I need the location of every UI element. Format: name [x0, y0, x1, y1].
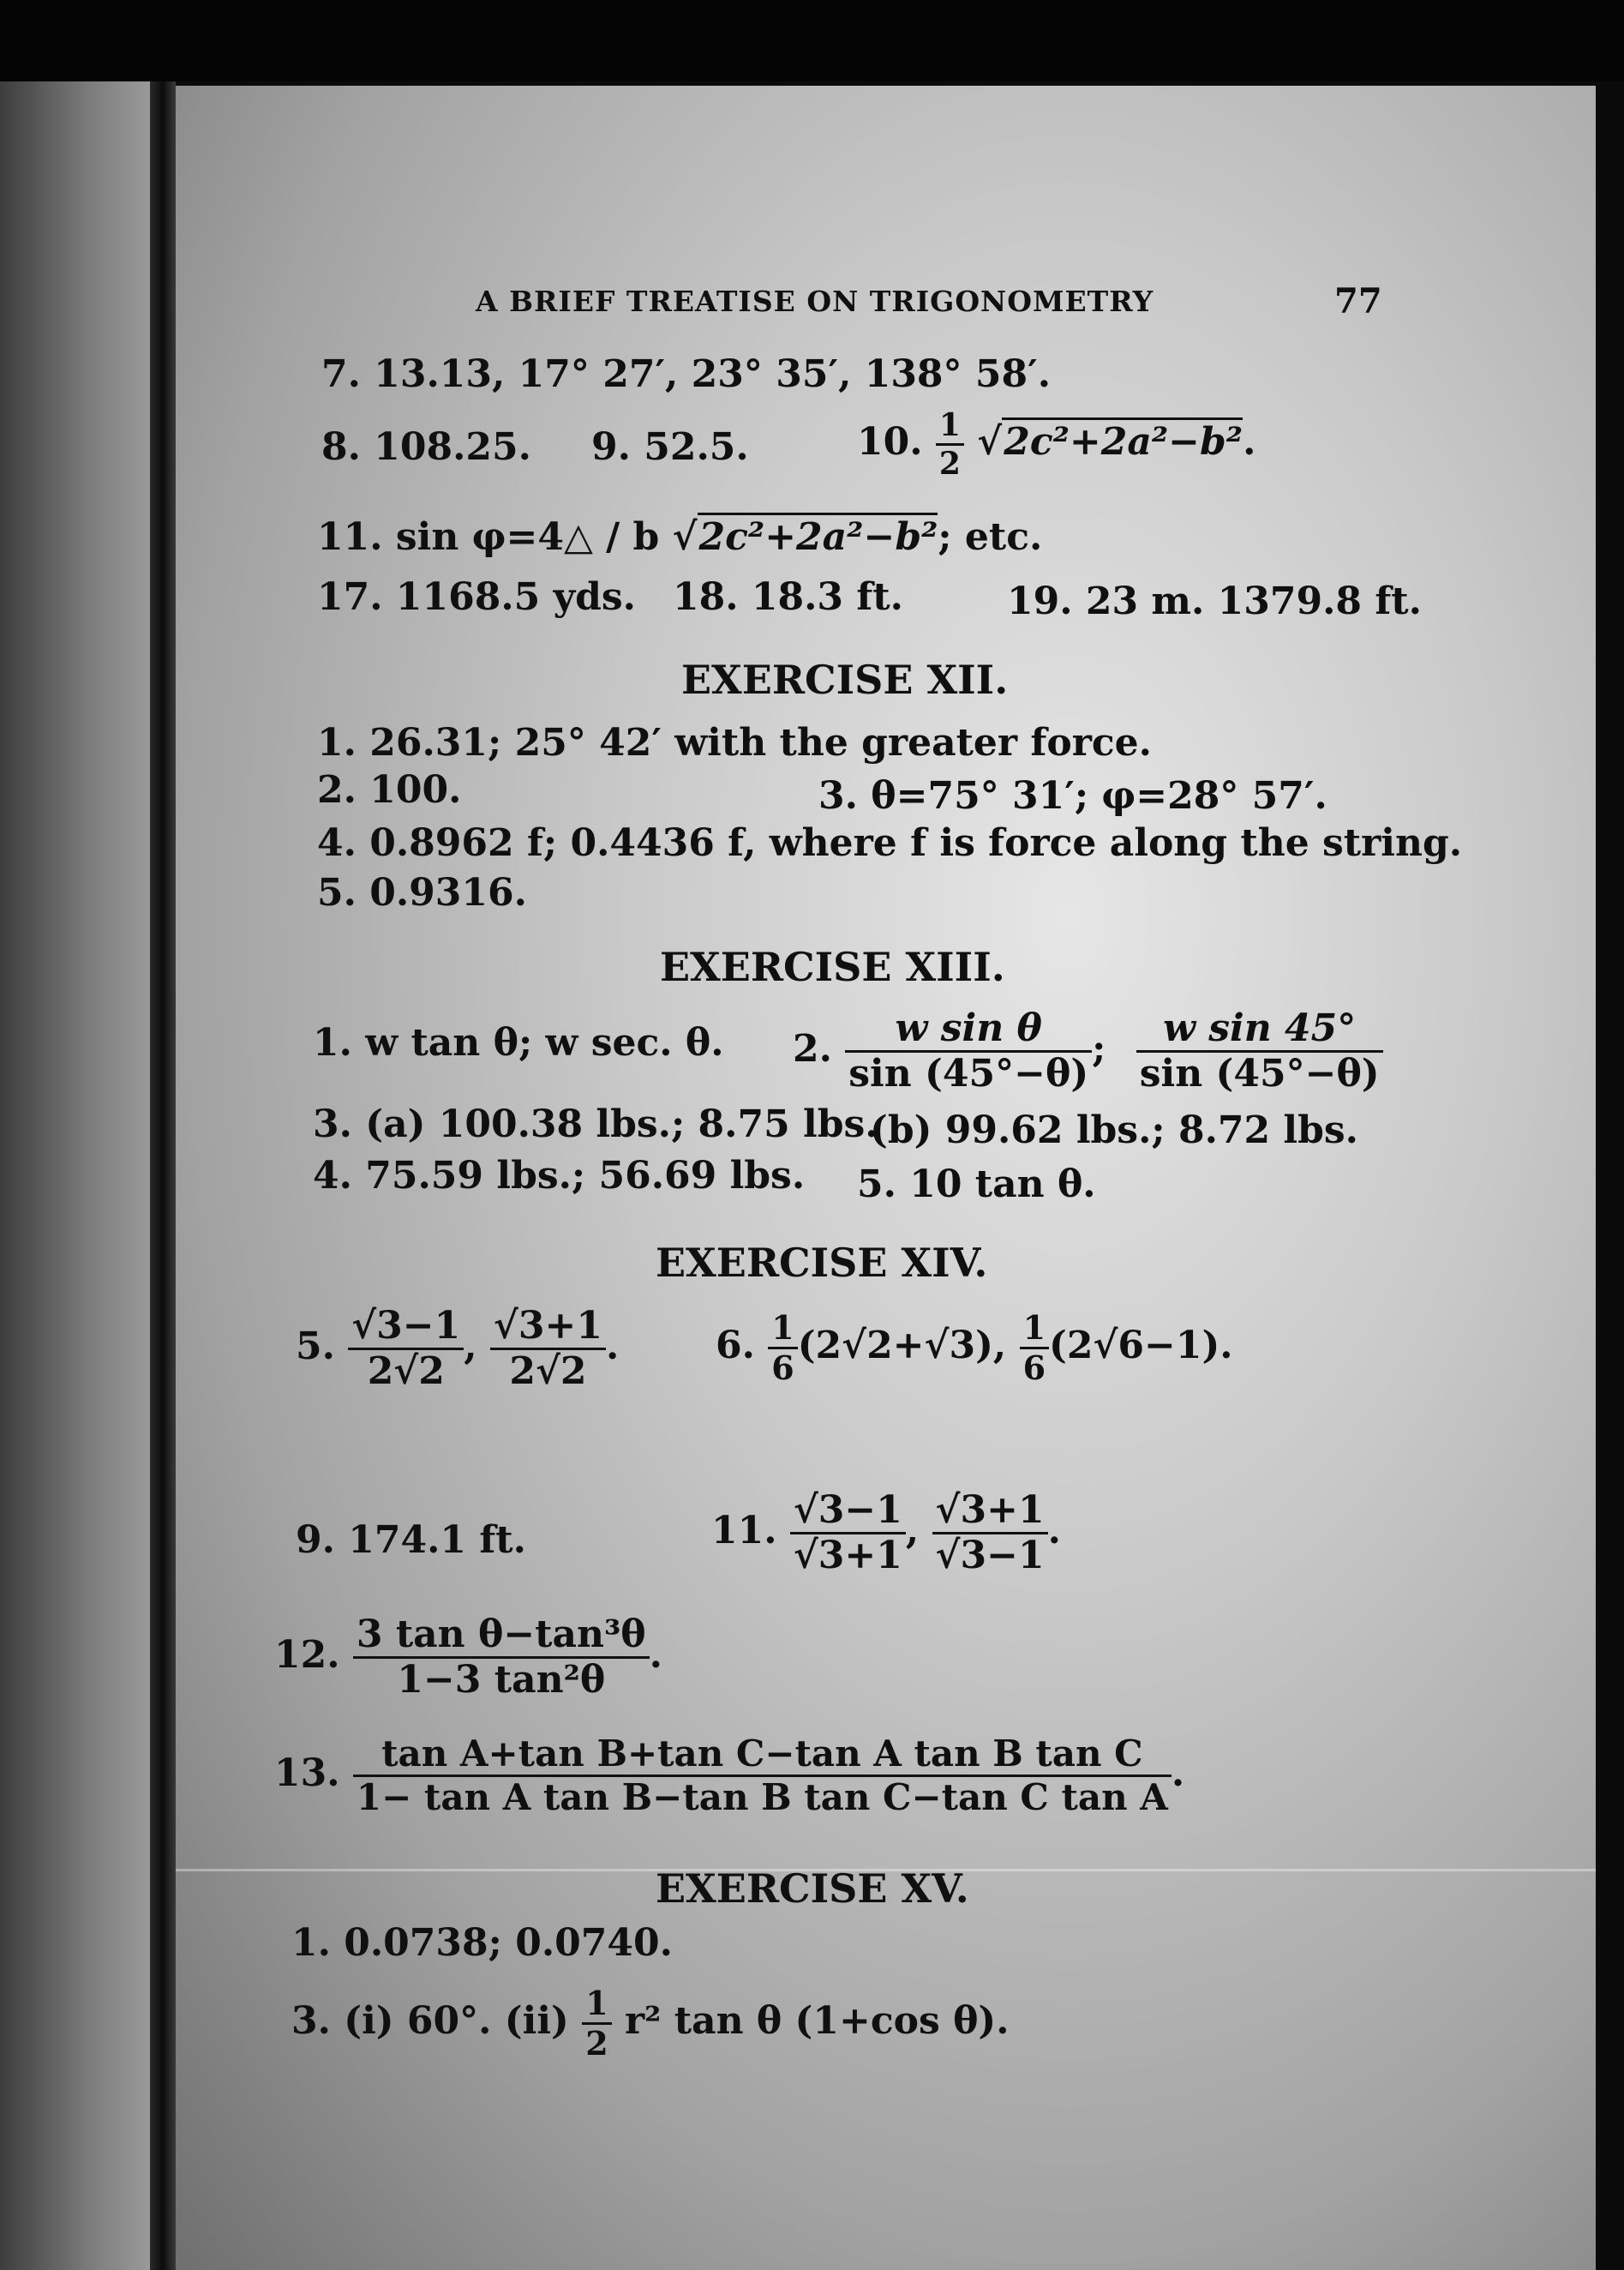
ex14-answer-5-number: 5. [296, 1324, 335, 1368]
fraction-numerator: 1 [582, 1987, 611, 2025]
book-page [176, 86, 1615, 2270]
page-number: 77 [1334, 281, 1382, 321]
sqrt-sign: √ [672, 515, 698, 559]
answer-8: 8. 108.25. [321, 425, 531, 469]
ex14-answer-5-fraction-1 [348, 1304, 464, 1393]
answer-18: 18. 18.3 ft. [673, 575, 903, 619]
fraction-denominator: √3+1 [793, 1534, 902, 1577]
answer-11-lead: 11. sin φ=4△ / b [317, 515, 660, 559]
ex15-answer-1: 1. 0.0738; 0.0740. [291, 1921, 673, 1965]
answer-19: 19. 23 m. 1379.8 ft. [1007, 580, 1422, 623]
ex13-answer-2-number: 2. [793, 1027, 832, 1071]
answer-10 [857, 407, 1256, 482]
ex14-answer-6-coefficient-2 [1020, 1308, 1049, 1387]
fraction-numerator: w sin θ [845, 1010, 1092, 1053]
ex14-answer-13-number: 13. [274, 1751, 340, 1795]
exercise-xiii-heading: EXERCISE XIII. [660, 944, 1005, 990]
sqrt-sign: √ [977, 420, 1003, 464]
ex13-answer-1: 1. w tan θ; w sec. θ. [313, 1021, 724, 1065]
ex13-answer-2 [793, 1006, 1383, 1096]
ex13-answer-3a: 3. (a) 100.38 lbs.; 8.75 lbs. [313, 1102, 878, 1146]
scan-right-border [1596, 86, 1624, 2270]
fraction-numerator: 1 [768, 1312, 797, 1349]
fraction-numerator: 1 [1020, 1312, 1049, 1349]
answer-10-half-numerator: 1 [936, 410, 964, 446]
ex14-answer-12-fraction [353, 1612, 650, 1702]
ex12-answer-3: 3. θ=75° 31′; φ=28° 57′. [818, 774, 1327, 818]
fraction-numerator: √3−1 [790, 1492, 906, 1534]
fraction-numerator: √3−1 [348, 1307, 464, 1350]
fraction-numerator: tan A+tan B+tan C−tan A tan B tan C [353, 1736, 1172, 1777]
ex14-answer-11-fraction-2 [932, 1488, 1048, 1577]
fraction-denominator: sin (45°−θ) [848, 1052, 1089, 1096]
ex14-answer-13: 13. $\frac{\text{tan A+tan B+tan C−tan A tan B tan C}}{\text{1− tan A tan B−tan B tan C−tan C tan A}}$ . [274, 1733, 1185, 1818]
ex14-answer-6-number: 6. [716, 1324, 755, 1367]
facing-page-edge [0, 81, 150, 2270]
fraction-denominator: 1− tan A tan B−tan B tan C−tan C tan A [356, 1776, 1168, 1818]
exercise-xiv-heading: EXERCISE XIV. [656, 1240, 988, 1286]
answer-11 [317, 515, 1043, 559]
answer-9: 9. 52.5. [591, 425, 749, 469]
separator: ; [1092, 1027, 1106, 1071]
fraction-denominator: √3−1 [935, 1534, 1045, 1577]
ex12-answer-5: 5. 0.9316. [317, 871, 527, 915]
ex14-answer-12-number: 12. [274, 1633, 340, 1677]
fraction-numerator: √3+1 [490, 1307, 606, 1350]
answer-10-half-denominator: 2 [938, 446, 961, 482]
answer-10-radicand: 2c²+2a²−b² [1002, 417, 1243, 464]
answer-10-half [936, 407, 964, 482]
answer-17: 17. 1168.5 yds. [317, 575, 637, 619]
ex13-answer-3b: (b) 99.62 lbs.; 8.72 lbs. [870, 1108, 1359, 1152]
answer-7: 7. 13.13, 17° 27′, 23° 35′, 138° 58′. [321, 352, 1052, 396]
ex15-answer-3-half [582, 1984, 611, 2063]
fraction-numerator: w sin 45° [1136, 1010, 1383, 1053]
ex14-answer-13-fraction [353, 1733, 1172, 1818]
running-title: A BRIEF TREATISE ON TRIGONOMETRY [476, 285, 1154, 318]
scan-top-border [0, 0, 1624, 81]
ex14-answer-9: 9. 174.1 ft. [296, 1518, 526, 1562]
ex15-answer-3 [291, 1984, 1010, 2063]
fraction-denominator: 1−3 tan²θ [397, 1658, 606, 1702]
fraction-numerator: 3 tan θ−tan³θ [353, 1616, 650, 1659]
ex13-answer-4: 4. 75.59 lbs.; 56.69 lbs. [313, 1154, 806, 1198]
ex13-answer-2-fraction-1 [845, 1006, 1092, 1096]
fraction-denominator: 2√2 [509, 1349, 587, 1393]
answer-11-end: ; etc. [938, 515, 1043, 559]
exercise-xii-heading: EXERCISE XII. [681, 657, 1009, 703]
ex13-answer-2-fraction-2 [1136, 1006, 1383, 1096]
ex14-answer-6-term-2: (2√6−1). [1049, 1324, 1233, 1367]
ex14-answer-11-fraction-1 [790, 1488, 906, 1577]
ex14-answer-6-coefficient-1 [768, 1308, 797, 1387]
ex14-answer-11-number: 11. [711, 1509, 777, 1552]
fraction-denominator: 6 [1022, 1348, 1046, 1387]
ex14-answer-11: 11. $\frac{√3-1}{√3+1}$ , $\frac{√3+1}{√3-1}$ . [711, 1488, 1061, 1577]
ex14-answer-5: 5. $\frac{√3-1}{2√2}$ , $\frac{√3+1}{2√2}$ . [296, 1304, 620, 1393]
fraction-denominator: sin (45°−θ) [1139, 1052, 1380, 1096]
fraction-denominator: 2√2 [367, 1349, 445, 1393]
ex12-answer-1: 1. 26.31; 25° 42′ with the greater force. [317, 721, 1152, 765]
ex13-answer-5: 5. 10 tan θ. [857, 1162, 1096, 1206]
scan-fold-line [176, 1869, 1596, 1871]
ex12-answer-4: 4. 0.8962 f; 0.4436 f, where f is force along the string. [317, 821, 1463, 865]
ex14-answer-12: 12. $\frac{\text{3 tan θ−tan³θ}}{\text{1−3 tan²θ}}$ . [274, 1612, 662, 1702]
exercise-xv-heading: EXERCISE XV. [656, 1865, 969, 1912]
answer-10-end: . [1243, 420, 1256, 464]
fraction-numerator: √3+1 [932, 1492, 1048, 1534]
ex14-answer-6-term-1: (2√2+√3), [797, 1324, 1007, 1367]
ex12-answer-2: 2. 100. [317, 768, 462, 812]
answer-11-radicand: 2c²+2a²−b² [698, 513, 938, 559]
ex14-answer-6 [716, 1308, 1233, 1387]
book-gutter [150, 81, 176, 2270]
fraction-denominator: 2 [585, 2024, 608, 2063]
ex15-answer-3-lead: 3. (i) 60°. (ii) [291, 1999, 569, 2043]
fraction-denominator: 6 [771, 1348, 794, 1387]
ex14-answer-5-fraction-2 [490, 1304, 606, 1393]
answer-10-number: 10. [857, 420, 923, 464]
ex15-answer-3-tail: r² tan θ (1+cos θ). [624, 1999, 1010, 2043]
